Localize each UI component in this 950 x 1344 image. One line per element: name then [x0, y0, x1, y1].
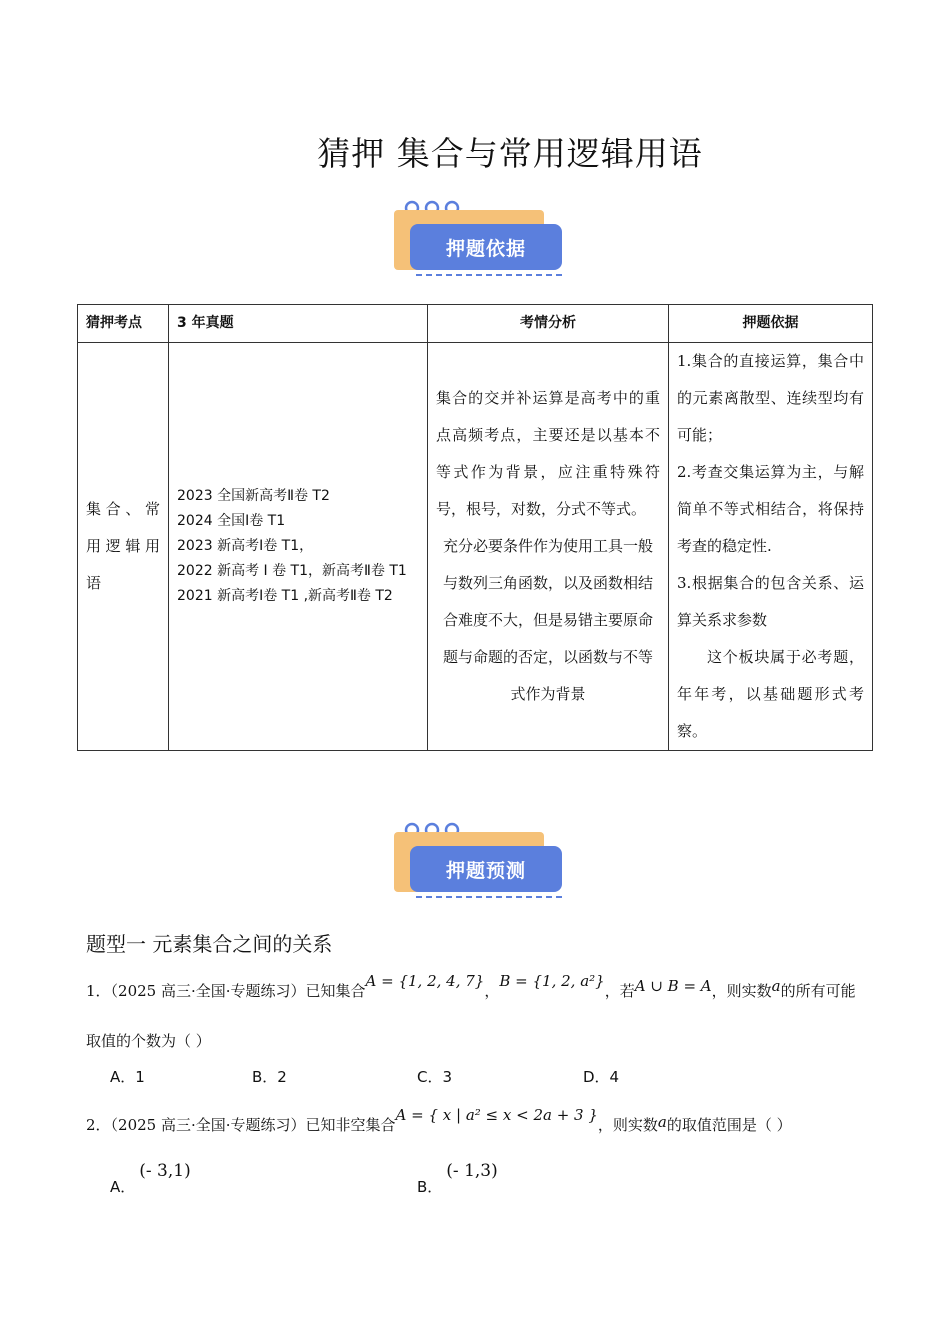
header-topic: 猜押考点	[78, 305, 169, 343]
badge-basis	[394, 198, 564, 278]
question-1	[86, 972, 856, 1001]
header-basis: 押题依据	[669, 305, 873, 343]
q2-number: 2．	[86, 1116, 111, 1134]
q2-option-a-value: (- 3,1)	[139, 1161, 191, 1181]
header-analysis: 考情分析	[428, 305, 669, 343]
table-row	[78, 343, 873, 751]
analysis-cell	[428, 343, 669, 751]
q1-option-d[interactable]: D．4	[583, 1068, 620, 1086]
q2-post: ，则实数	[597, 1116, 658, 1134]
badge-predict-label: 押题预测	[410, 846, 562, 892]
badge-basis-label: 押题依据	[410, 224, 562, 270]
analysis-table	[77, 304, 873, 751]
basis-text-2: 2.考查交集运算为主，与解简单不等式相结合，将保持考查的稳定性.	[677, 463, 864, 555]
header-years: 3 年真题	[169, 305, 428, 343]
year-item: 2024 全国Ⅰ卷 T1	[177, 513, 286, 529]
q1-set-b: B = {1, 2, a²}	[499, 972, 605, 990]
q1-var: a	[771, 977, 781, 995]
years-cell	[169, 343, 428, 751]
table-header-row	[78, 305, 873, 343]
q2-option-b-value: (- 1,3)	[446, 1161, 498, 1181]
basis-text-3: 3.根据集合的包含关系、运算关系求参数	[677, 574, 864, 629]
year-item: 2023 全国新高考Ⅱ卷 T2	[177, 488, 330, 504]
q1-sep: ，	[484, 982, 500, 1000]
topic-cell: 集合、常用逻辑用语	[78, 343, 169, 751]
q2-set-a: A = { x | a² ≤ x < 2a + 3 }	[395, 1106, 598, 1124]
year-item: 2022 新高考 I 卷 T1，新高考Ⅱ卷 T1	[177, 563, 407, 579]
q1-option-b[interactable]: B．2	[252, 1068, 287, 1086]
year-item: 2023 新高考Ⅰ卷 T1，	[177, 538, 314, 554]
q2-var: a	[657, 1113, 667, 1131]
q1-set-a: A = {1, 2, 4, 7}	[365, 972, 485, 990]
q1-option-c[interactable]: C．3	[417, 1068, 453, 1086]
q1-line2: 取值的个数为（ ）	[86, 1032, 211, 1050]
q1-cond: A ∪ B = A	[634, 977, 712, 995]
q2-tail: 的取值范围是（ ）	[666, 1116, 792, 1134]
badge-predict	[394, 820, 564, 900]
year-item: 2021 新高考Ⅰ卷 T1 ,新高考Ⅱ卷 T2	[177, 588, 393, 604]
q2-option-a-label: A．	[110, 1178, 136, 1196]
basis-text-4: 这个板块属于必考题，年年考，以基础题形式考察。	[677, 648, 864, 740]
q2-option-b[interactable]	[417, 1161, 498, 1197]
question-2	[86, 1106, 792, 1135]
q1-number: 1．	[86, 982, 111, 1000]
q1-tail: 的所有可能	[780, 982, 856, 1000]
q1-source: （2025 高三·全国·专题练习）已知集合	[110, 982, 366, 1000]
basis-cell	[669, 343, 873, 751]
q1-option-a[interactable]: A．1	[110, 1068, 145, 1086]
q2-source: （2025 高三·全国·专题练习）已知非空集合	[110, 1116, 396, 1134]
page-title: 猜押 集合与常用逻辑用语	[317, 134, 703, 173]
q2-option-b-label: B．	[417, 1178, 443, 1196]
q1-cond-post: ，则实数	[711, 982, 772, 1000]
section-title: 题型一 元素集合之间的关系	[86, 932, 333, 956]
analysis-text-1: 集合的交并补运算是高考中的重点高频考点，主要还是以基本不等式作为背景，应注重特殊符号，根号，对数，分式不等式。	[436, 389, 660, 518]
analysis-text-2: 充分必要条件作为使用工具一般与数列三角函数，以及函数相结合难度不大，但是易错主要原命题与命题的否定，以函数与不等式作为背景	[442, 537, 653, 703]
q2-option-a[interactable]	[110, 1161, 191, 1197]
q1-cond-pre: ，若	[604, 982, 635, 1000]
basis-text-1: 1.集合的直接运算，集合中的元素离散型、连续型均有可能；	[677, 352, 864, 444]
